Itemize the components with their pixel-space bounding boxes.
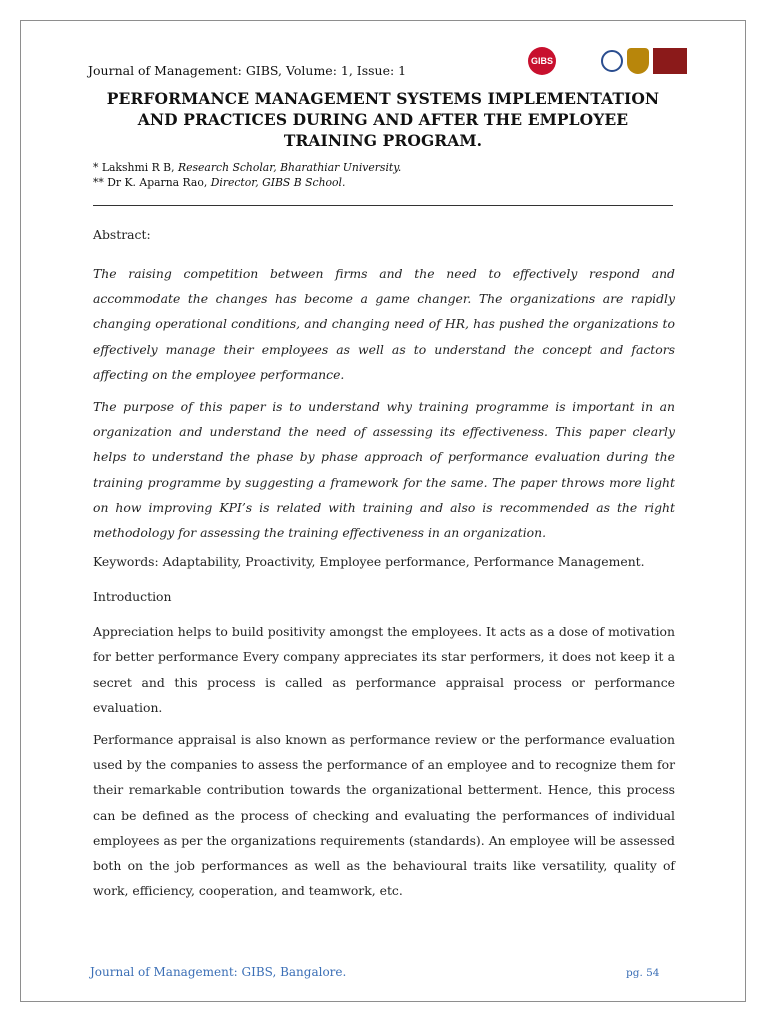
author-list [93,160,401,190]
seal-logo [601,50,623,72]
abstract-label: Abstract: [93,227,151,242]
gibs-logo: GIBS [528,47,597,75]
author-1 [93,160,401,175]
author-1-role: Research Scholar, Bharathiar University. [177,161,402,174]
header-divider [93,205,673,206]
header-logos [528,46,687,76]
introduction-paragraph-2: Performance appraisal is also known as performance review or the performance evaluation used by the companies to assess the performance of an employee and to recognize them for their remarkable contribution towards the organizational betterment. Hence, this process can be defined as the process of checking and evaluating the performances of individual employees as per the organizations requirements (standards). An employee will be assessed both on the job performances as well as the behavioural traits like versatility, quality of work, efficiency, cooperation, and teamwork, etc. [93,732,675,899]
crest-logo [627,48,649,74]
abstract-paragraph-1: The raising competition between firms and the need to effectively respond and accommodate the changes has become a game changer. The organizations are rapidly changing operational conditions, and changing need of HR, has pushed the organizations to effectively manage their employees as well as to understand the concept and factors affecting on the employee performance. [93,266,675,382]
author-2-name: ** Dr K. Aparna Rao, [93,176,211,189]
author-1-name: * Lakshmi R B, [93,161,178,174]
footer-journal: Journal of Management: GIBS, Bangalore. [90,965,347,979]
introduction-paragraph-1: Appreciation helps to build positivity amongst the employees. It acts as a dose of motivation for better performance Every company appreciates its star performers, it does not keep it a secret and this process is called as performance appraisal process or performance evaluation. [93,624,675,715]
introduction-heading: Introduction [93,589,172,605]
journal-header: Journal of Management: GIBS, Volume: 1, Issue: 1 [88,63,407,78]
marquee-logo [653,48,687,74]
abstract-paragraph-2: The purpose of this paper is to understand why training programme is important in an organization and understand the need of assessing its effectiveness. This paper clearly helps to understand the phase by phase approach of performance evaluation during the training programme by suggesting a framework for the same. The paper throws more light on how improving KPI’s is related with training and also is recommended as the right methodology for assessing the training effectiveness in an organization. [93,399,675,541]
paper-title: PERFORMANCE MANAGEMENT SYSTEMS IMPLEMENTATION AND PRACTICES DURING AND AFTER THE EMPLOYEE TRAINING PROGRAM. [106,89,660,150]
author-2-role: Director, GIBS B School. [210,176,346,189]
keywords: Keywords: Adaptability, Proactivity, Employee performance, Performance Management. [93,554,645,570]
author-2 [93,175,401,190]
page-number: pg. 54 [626,967,660,979]
paper-body [93,226,675,903]
